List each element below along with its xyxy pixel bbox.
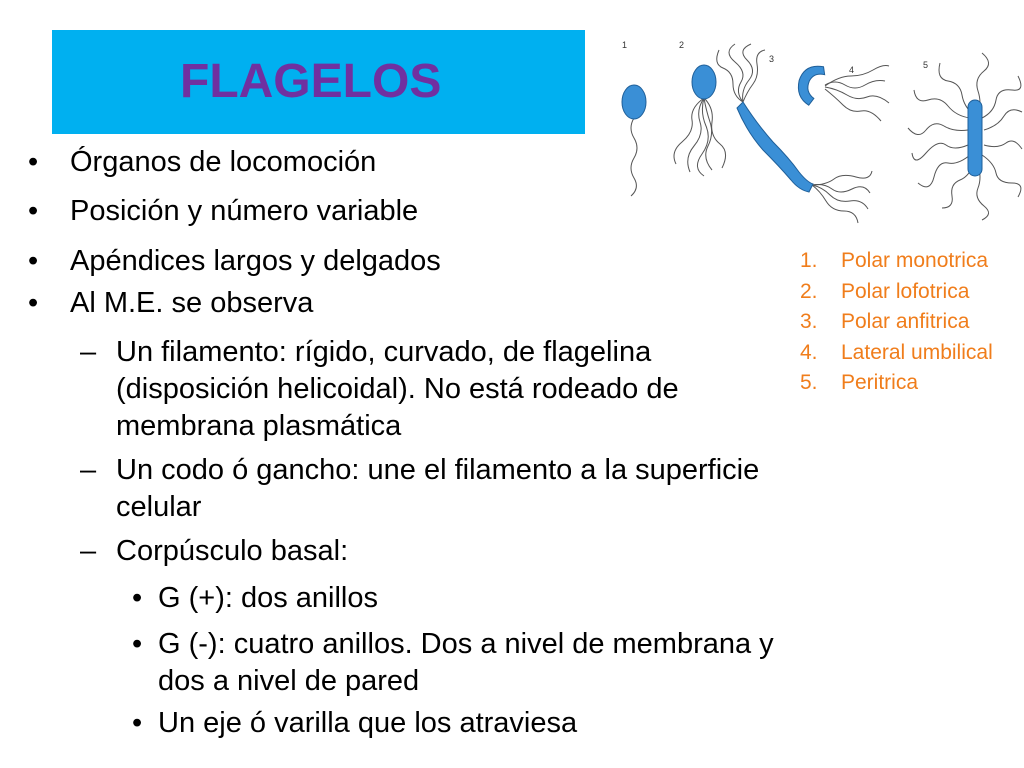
sub-item-line: Corpúsculo basal: bbox=[116, 535, 349, 567]
legend-number: 5. bbox=[800, 371, 818, 394]
legend-number: 2. bbox=[800, 279, 818, 303]
legend-number: 4. bbox=[800, 340, 818, 364]
bacterium-body bbox=[622, 85, 646, 119]
sub-sub-item-line: dos a nivel de pared bbox=[158, 665, 420, 697]
sub-item-line: Un filamento: rígido, curvado, de flagelina bbox=[116, 336, 652, 368]
legend-label: Polar anfitrica bbox=[841, 310, 970, 333]
sub-item-line: (disposición helicoidal). No está rodeado de bbox=[116, 373, 679, 405]
flagella-types-legend bbox=[800, 246, 993, 399]
bullet-text: Apéndices largos y delgados bbox=[70, 245, 441, 277]
bullet-dot: • bbox=[28, 245, 39, 277]
legend-item bbox=[800, 368, 993, 399]
bullet-dot: • bbox=[28, 287, 39, 319]
slide-title: FLAGELOS bbox=[180, 55, 442, 108]
legend-item bbox=[800, 307, 993, 338]
dash-marker: – bbox=[80, 535, 97, 567]
bullet-dot: • bbox=[132, 582, 143, 614]
sub-sub-item-line: Un eje ó varilla que los atraviesa bbox=[158, 707, 578, 739]
figure-number: 3 bbox=[769, 54, 775, 64]
bullet-dot: • bbox=[28, 146, 39, 178]
legend-label: Polar lofotrica bbox=[841, 279, 970, 303]
legend-number: 3. bbox=[800, 310, 818, 333]
figure-number: 4 bbox=[849, 65, 855, 75]
bullet-text: Posición y número variable bbox=[70, 195, 419, 227]
legend-item bbox=[800, 246, 993, 277]
sub-sub-item-line: G (+): dos anillos bbox=[158, 582, 379, 614]
bullet-dot: • bbox=[28, 195, 39, 227]
bullet-dot: • bbox=[132, 628, 143, 660]
bullet-text: Órganos de locomoción bbox=[70, 146, 377, 178]
legend-label: Lateral umbilical bbox=[841, 340, 993, 364]
bullet-text: Al M.E. se observa bbox=[70, 287, 314, 319]
sub-item-line: membrana plasmática bbox=[116, 410, 402, 442]
sub-item-line: celular bbox=[116, 491, 202, 523]
legend-item bbox=[800, 277, 993, 308]
dash-marker: – bbox=[80, 454, 97, 486]
figure-number: 5 bbox=[923, 60, 929, 70]
legend-item bbox=[800, 338, 993, 369]
flagella-types-illustration bbox=[600, 30, 1024, 235]
figure-number: 2 bbox=[679, 40, 685, 50]
legend-label: Polar monotrica bbox=[841, 249, 989, 272]
sub-item-line: Un codo ó gancho: une el filamento a la superficie bbox=[116, 454, 760, 486]
figure-number: 1 bbox=[622, 40, 628, 50]
dash-marker: – bbox=[80, 336, 97, 368]
legend-label: Peritrica bbox=[841, 371, 919, 394]
legend-number: 1. bbox=[800, 249, 818, 272]
sub-sub-item-line: G (-): cuatro anillos. Dos a nivel de membrana y bbox=[158, 628, 774, 660]
flagellum bbox=[631, 118, 637, 196]
bullet-dot: • bbox=[132, 707, 143, 739]
